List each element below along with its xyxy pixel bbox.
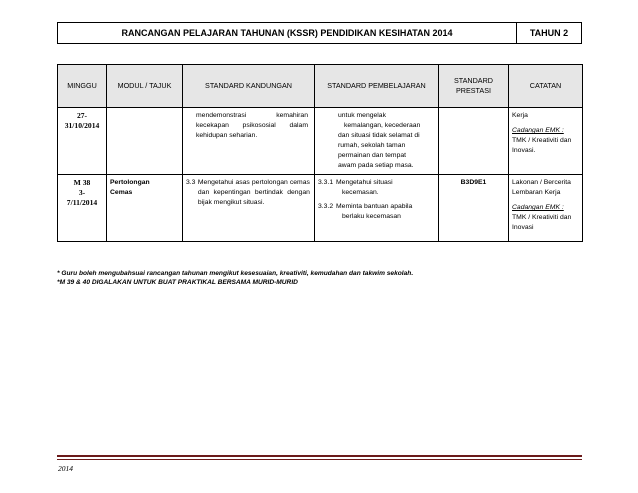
footnote-1: * Guru boleh mengubahsuai rancangan tahunan mengikut kesesuaian, kreativiti, kemudahan dan takwim sekolah. bbox=[57, 270, 414, 277]
week-text: 7/11/2014 bbox=[66, 198, 98, 207]
catatan-line: Inovasi. bbox=[512, 147, 536, 154]
footer-year: 2014 bbox=[58, 464, 73, 473]
pembelajaran-line: kemalangan, kecederaan bbox=[344, 122, 421, 129]
pembelajaran-line: Meminta bantuan apabila bbox=[336, 203, 413, 210]
footnotes bbox=[57, 269, 582, 287]
catatan-line: Lembaran Kerja bbox=[512, 189, 561, 196]
pembelajaran-line: berlaku kecemasan bbox=[342, 213, 401, 220]
cell-catatan bbox=[509, 108, 583, 175]
pembelajaran-item bbox=[318, 202, 435, 222]
pembelajaran-number: 3.3.2 bbox=[318, 203, 334, 210]
table-row bbox=[58, 175, 583, 242]
pembelajaran-line: untuk mengelak bbox=[338, 112, 386, 119]
cell-prestasi: B3D9E1 bbox=[439, 175, 509, 242]
week-text: 27- bbox=[76, 111, 88, 120]
column-header-prestasi-line-1: STANDARD bbox=[453, 76, 493, 85]
footer-rule-thin bbox=[57, 459, 582, 460]
catatan-line: Kerja bbox=[512, 112, 528, 119]
pembelajaran-line: Mengetahui situasi bbox=[336, 179, 393, 186]
kandungan-line: cemas dan kepentingan bbox=[197, 179, 310, 196]
footer-rule-thick bbox=[57, 455, 582, 457]
kandungan-text bbox=[196, 111, 308, 141]
column-header-prestasi bbox=[439, 65, 509, 108]
kandungan-line: bertindak dengan bijak bbox=[197, 189, 310, 206]
table-header-row bbox=[58, 65, 583, 108]
catatan-line: Lakonan / Bercerita bbox=[512, 179, 571, 186]
modul-title: Cemas bbox=[110, 189, 133, 196]
week-text: 3- bbox=[78, 188, 86, 197]
column-header-pembelajaran: STANDARD PEMBELAJARAN bbox=[315, 65, 439, 108]
catatan-line: TMK / Kreativiti dan bbox=[512, 137, 572, 144]
lesson-plan-table bbox=[57, 64, 583, 242]
cell-modul bbox=[107, 108, 183, 175]
catatan-line: TMK / Kreativiti dan bbox=[512, 214, 572, 221]
modul-title: Pertolongan bbox=[110, 179, 150, 186]
cell-pembelajaran bbox=[315, 108, 439, 175]
cell-catatan bbox=[509, 175, 583, 242]
table-row bbox=[58, 108, 583, 175]
kandungan-line: kecekapan psikososial dalam bbox=[196, 122, 308, 129]
column-header-kandungan: STANDARD KANDUNGAN bbox=[183, 65, 315, 108]
kandungan-line: kehidupan seharian. bbox=[196, 132, 258, 139]
pembelajaran-line: dan situasi tidak selamat di bbox=[338, 132, 420, 139]
title-table bbox=[57, 22, 582, 44]
week-text: 31/10/2014 bbox=[64, 121, 100, 130]
catatan-line: Inovasi bbox=[512, 224, 534, 231]
catatan-emk-heading: Cadangan EMK : bbox=[512, 127, 564, 134]
cell-kandungan bbox=[183, 175, 315, 242]
pembelajaran-item bbox=[318, 178, 435, 198]
cell-minggu bbox=[58, 175, 107, 242]
page-title: RANCANGAN PELAJARAN TAHUNAN (KSSR) PENDIDIKAN KESIHATAN 2014 bbox=[58, 23, 517, 44]
column-header-modul: MODUL / TAJUK bbox=[107, 65, 183, 108]
kandungan-line: mengikut situasi. bbox=[213, 199, 265, 206]
pembelajaran-number: 3.3.1 bbox=[318, 179, 334, 186]
pembelajaran-line: permainan dan tempat bbox=[338, 152, 407, 159]
cell-minggu bbox=[58, 108, 107, 175]
catatan-emk-heading: Cadangan EMK : bbox=[512, 204, 564, 211]
cell-modul bbox=[107, 175, 183, 242]
footnote-2: *M 39 & 40 DIGALAKAN UNTUK BUAT PRAKTIKAL BERSAMA MURID-MURID bbox=[57, 279, 298, 286]
column-header-catatan: CATATAN bbox=[509, 65, 583, 108]
cell-pembelajaran bbox=[315, 175, 439, 242]
cell-kandungan bbox=[183, 108, 315, 175]
column-header-prestasi-line-2: PRESTASI bbox=[455, 86, 491, 95]
kandungan-number: 3.3 bbox=[186, 179, 196, 186]
year-label: TAHUN 2 bbox=[517, 23, 582, 44]
pembelajaran-line: kecemasan. bbox=[342, 189, 379, 196]
column-header-minggu: MINGGU bbox=[58, 65, 107, 108]
kandungan-line: Mengetahui asas pertolongan bbox=[197, 179, 288, 186]
pembelajaran-line: rumah, sekolah taman bbox=[338, 142, 406, 149]
kandungan-text bbox=[198, 178, 310, 208]
kandungan-line: mendemonstrasi kemahiran bbox=[196, 112, 308, 119]
cell-prestasi bbox=[439, 108, 509, 175]
pembelajaran-line: awam pada setiap masa. bbox=[338, 162, 414, 169]
week-text: M 38 bbox=[73, 178, 91, 187]
